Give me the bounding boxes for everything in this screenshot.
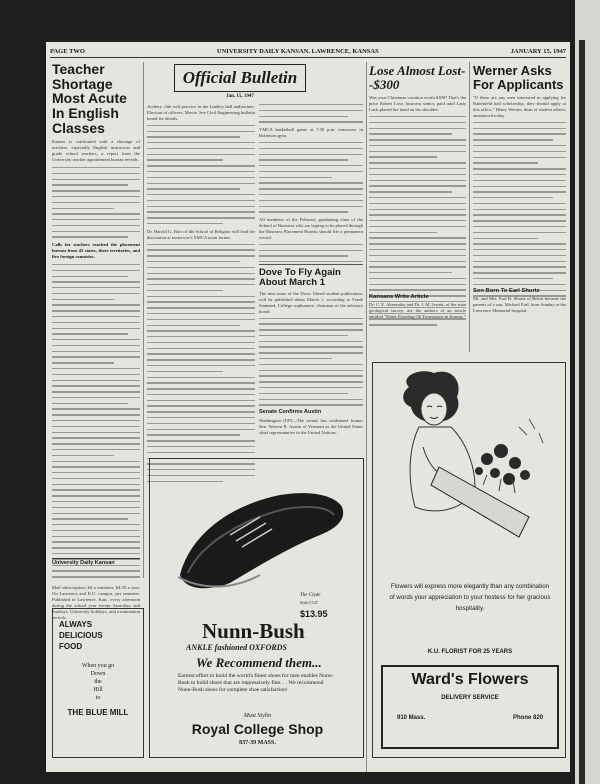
subscription-text: Mail subscription: $4 a semester, $4.50 a year. On Lawrence and K.U. campus, per semester. Published in Lawrence, Kan., every afternoon during the school year except Saturdays and Sundays, University holidays, and examination periods. xyxy=(52,585,140,620)
bold-paragraph: Calls for teachers reached the placement bureau from 43 states, three territories, and five foreign countries. xyxy=(52,242,140,260)
senate-text: Washington (UP)—The senate has confirmed former Sen. Warren R. Austin of Vermont as the United States chief representative to the United Nations. xyxy=(259,417,363,435)
newspaper-page xyxy=(46,42,570,772)
bulletin-date: Jan. 15, 1947 xyxy=(226,94,254,99)
dove-article xyxy=(259,264,363,452)
article-text: Mr. and Mrs. Earl B. Shurtz of Beloit became the parents of a son, Michael Earl, born Sunday at the Lawrence Memorial hospital. xyxy=(473,296,566,313)
body-text-lines xyxy=(52,167,140,238)
paper-title: UNIVERSITY DAILY KANSAN, LAWRENCE, KANSAS xyxy=(216,48,379,55)
contact-row xyxy=(383,701,557,721)
slogan: We Recommend them... xyxy=(196,655,322,670)
lose-article xyxy=(369,64,466,332)
page-number: PAGE TWO xyxy=(50,48,85,55)
senate-headline: Senate Confirms Austin xyxy=(259,409,322,416)
nunn-bush-ad xyxy=(149,458,364,758)
body-text-lines xyxy=(259,318,363,406)
box-heading: University Daily Kansan xyxy=(52,560,115,566)
column-rule xyxy=(366,62,367,772)
teacher-shortage-article xyxy=(52,62,140,578)
bulletin-item: Dr. Harold G. Barr of the School of Religion will lead the discussion at tomorrow's YMCA noon forum. xyxy=(147,228,255,240)
article-lead: Was your Christmas vacation worth $300? That's the price Robert Lose, business senior, paid until Lady Luck placed her hand on his shoulder. xyxy=(369,95,466,113)
shop-address: 910 Mass. xyxy=(397,715,426,721)
woman-with-flowers-illustration xyxy=(379,367,563,567)
headline: Werner Asks For Applicants xyxy=(473,64,564,92)
bulletin-item: YMCA basketball game at 7:30 p.m. tomorrow in Robinson gym. xyxy=(259,127,363,139)
kansan-info-box xyxy=(52,558,140,567)
blue-mill-ad xyxy=(52,608,144,758)
style-name: The Clyde xyxy=(300,593,321,598)
where-line: to xyxy=(95,695,101,701)
binding-shadow xyxy=(579,40,585,784)
wards-flowers-ad xyxy=(372,362,566,758)
headline: Teacher Shortage Most Acute In English Classes xyxy=(52,62,127,136)
ad-body: Earnest effort to build the world's finest shoes for men enables Nunn-Bush to build shoes that are impressively fine. . . We recommend Nunn-Bush shoes for complete shoe satisfaction! xyxy=(178,673,334,694)
body-text-lines xyxy=(52,264,140,578)
adjacent-page-edge xyxy=(575,0,600,784)
body-text-lines xyxy=(473,122,566,297)
bulletin-column-a xyxy=(147,104,255,484)
ad-line: DELICIOUS xyxy=(59,631,103,640)
article-lead: "If there are any men interested in applying for Battenfeld hall scholarship, they should apply at this office," Henry Werner, dean of student affairs, announced today. xyxy=(473,95,566,118)
headline: Son Born To Earl Shurtz xyxy=(473,288,540,294)
ad-lines xyxy=(53,609,143,652)
headline: Kansans Write Article xyxy=(369,294,429,300)
bulletin-text-lines xyxy=(147,244,255,484)
where-line: Down xyxy=(90,671,106,677)
shop-phone: Phone 820 xyxy=(512,715,543,721)
price: $13.95 xyxy=(300,609,328,619)
werner-article xyxy=(473,64,566,304)
florist-tagline: K.U. FLORIST FOR 25 YEARS xyxy=(427,649,513,655)
style-number: Style C147 xyxy=(300,600,318,605)
article-text: Dr. C. E. Abernathy and Dr. J. M. Jewett, of the state geological survey, are the authors of an article entitled "Water Flooding Oil Formations in Kansas." xyxy=(369,302,466,319)
oxford-shoe-illustration xyxy=(170,465,350,595)
bulletin-text-lines xyxy=(259,142,363,213)
ad-where xyxy=(53,662,143,702)
bulletin-title: Official Bulletin xyxy=(182,68,298,87)
brand-name: Nunn-Bush xyxy=(202,619,305,643)
shop-name: Ward's Flowers xyxy=(411,671,529,688)
column-rule xyxy=(469,62,470,352)
bulletin-item: Archery club will practice in the Lindley hall auditorium. Election of officers. Movie. See Civil Engineering bulletin board for details. xyxy=(147,104,255,121)
bulletin-text-lines xyxy=(147,125,255,225)
bulletin-column-b xyxy=(259,104,363,262)
bulletin-text-lines xyxy=(259,104,363,123)
restaurant-name: THE BLUE MILL xyxy=(67,708,129,717)
kansans-write-article xyxy=(369,294,466,358)
masthead xyxy=(50,46,566,58)
bulletin-item: All members of the February graduating class of the School of Business who are hoping to be placed through the Business Placement Bureau should file a permanent record. xyxy=(259,217,363,240)
ad-copy: Flowers will express more elegantly than any combination of words your appreciation to your hostess for her gracious hospitality. xyxy=(389,583,551,612)
ad-line: FOOD xyxy=(59,642,83,651)
column-rule xyxy=(143,62,144,578)
issue-date: JANUARY 15, 1947 xyxy=(510,48,566,55)
where-line: Hill xyxy=(93,687,103,693)
official-bulletin-banner xyxy=(174,64,306,92)
son-born-article xyxy=(473,288,566,352)
headline: Lose Almost Lost--$300 xyxy=(369,64,466,92)
store-address: 837-39 MASS. xyxy=(239,740,276,746)
ad-tagline: Must Stylin xyxy=(243,713,272,719)
delivery-service: DELIVERY SERVICE xyxy=(441,695,499,701)
where-line: the xyxy=(94,679,102,685)
bulletin-text-lines xyxy=(259,244,363,262)
headline: Dove To Fly Again About March 1 xyxy=(259,264,363,288)
store-name: Royal College Shop xyxy=(191,721,324,737)
where-line: When you go xyxy=(81,663,115,669)
lead-paragraph: Kansas is confronted with a shortage of teachers, especially English instructors and grade school teachers, a report from the University teacher appointment bureau reveals. xyxy=(52,139,140,163)
brand-tagline: ANKLE fashioned OXFORDS xyxy=(186,643,287,652)
article-lead: The next issue of the Dove, liberal student publication, will be published about March 1, according to Frank Stannard, College sophomore, chairman of the advisory board. xyxy=(259,290,363,314)
flowers-sign xyxy=(381,665,559,749)
ad-line: ALWAYS xyxy=(59,620,93,629)
